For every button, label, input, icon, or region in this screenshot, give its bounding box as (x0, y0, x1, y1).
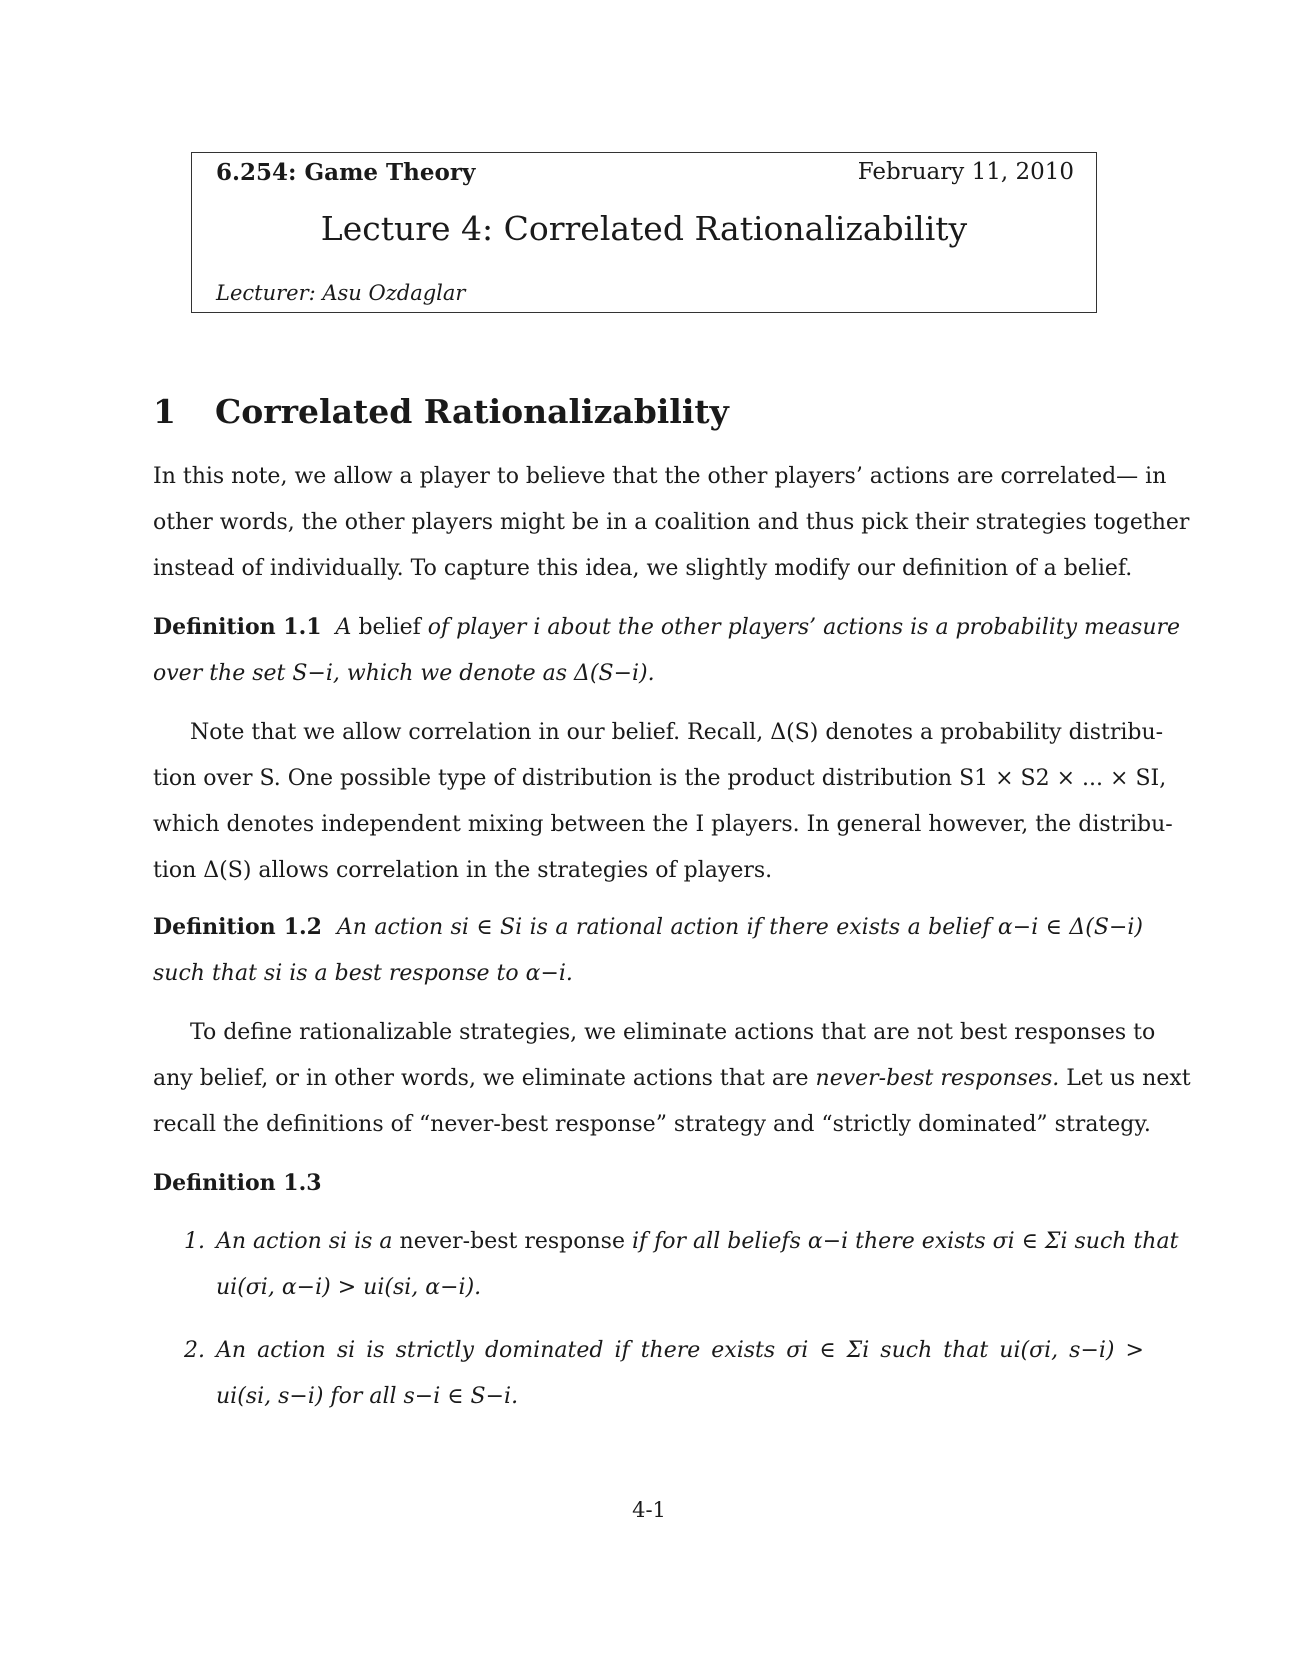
text-line: other words, the other players might be in a coalition and thus pick their strategies together (153, 510, 1190, 535)
item-number: 1. (184, 1229, 205, 1254)
text-line: Definition 1.1 A belief of player i about the other players’ actions is a probability measure (153, 614, 1181, 640)
section-number: 1 (153, 392, 176, 431)
note-paragraph (153, 710, 1173, 894)
lecture-title: Lecture 4: Correlated Rationalizability (320, 209, 968, 248)
lecturer-name: Lecturer: Asu Ozdaglar (216, 281, 466, 305)
text-line: An action si is a never-best response if for all beliefs α−i there exists σi ∈ Σi such that (216, 1229, 1179, 1254)
text-line: To define rationalizable strategies, we eliminate actions that are not best responses to (190, 1020, 1156, 1045)
page-number: 4-1 (632, 1498, 666, 1522)
lecture-date: February 11, 2010 (857, 159, 1074, 185)
text-line: In this note, we allow a player to believe that the other players’ actions are correlated— in (153, 464, 1167, 489)
defined-term: never-best response (399, 1229, 625, 1254)
text-line: such that si is a best response to α−i. (153, 961, 573, 986)
rationalizable-paragraph (153, 1010, 1191, 1148)
section-heading (153, 392, 729, 431)
text-line: An action si is strictly dominated if there exists σi ∈ Σi such that ui(σi, s−i) > (216, 1338, 1144, 1363)
definition-item-2 (184, 1328, 1144, 1420)
definition-item-1 (184, 1219, 1179, 1311)
course-title: 6.254: Game Theory (216, 159, 476, 186)
definition-1-2 (153, 904, 1143, 997)
lecture-header-box (191, 152, 1097, 313)
definition-label: Definition 1.1 (153, 614, 322, 640)
section-title: Correlated Rationalizability (215, 392, 729, 431)
defined-term: belief (358, 615, 421, 640)
intro-paragraph (153, 454, 1190, 592)
text-line: instead of individually. To capture this idea, we slightly modify our definition of a belief. (153, 556, 1133, 581)
text-line: Definition 1.2 An action si ∈ Si is a rational action if there exists a belief α−i ∈ Δ(S−i) (153, 914, 1143, 940)
text-line: ui(σi, α−i) > ui(si, α−i). (216, 1275, 482, 1300)
text-line: any belief, or in other words, we eliminate actions that are never-best responses. Let us next (153, 1066, 1191, 1091)
emphasized-term: never-best responses. (815, 1066, 1060, 1091)
text-line: tion over S. One possible type of distribution is the product distribution S1 × S2 × ... × SI, (153, 766, 1167, 791)
definition-label: Definition 1.2 (153, 914, 322, 940)
text-line: which denotes independent mixing between the I players. In general however, the distribu- (153, 812, 1173, 837)
definition-1-1 (153, 604, 1181, 697)
text-line: recall the definitions of “never-best response” strategy and “strictly dominated” strategy. (153, 1112, 1151, 1137)
text-line: ui(si, s−i) for all s−i ∈ S−i. (216, 1384, 519, 1409)
definition-label: Definition 1.3 (153, 1170, 322, 1196)
definition-1-3-label (153, 1160, 1143, 1206)
item-number: 2. (184, 1338, 205, 1363)
text-line: over the set S−i, which we denote as Δ(S−i). (153, 661, 655, 686)
text-line: tion Δ(S) allows correlation in the strategies of players. (153, 858, 773, 883)
text-line: Note that we allow correlation in our belief. Recall, Δ(S) denotes a probability distribu- (190, 720, 1164, 745)
